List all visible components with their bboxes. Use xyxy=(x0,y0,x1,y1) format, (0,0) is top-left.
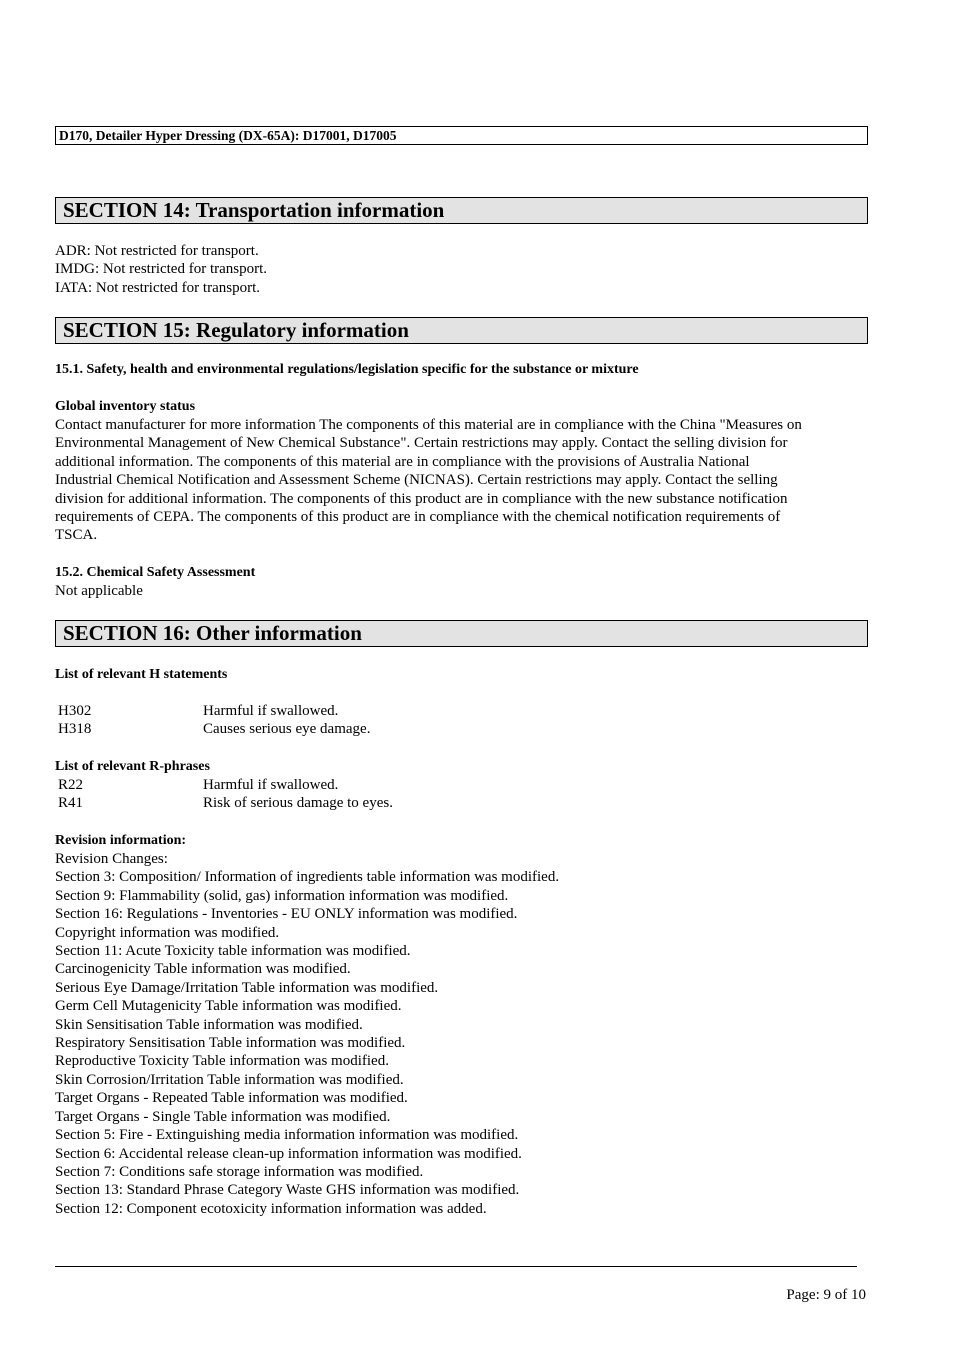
revision-line: Revision Changes: xyxy=(55,851,168,867)
revision-line: Section 11: Acute Toxicity table information was modified. xyxy=(55,943,411,960)
inventory-line: requirements of CEPA. The components of this product are in compliance with the chemical notification requirements of xyxy=(55,509,781,526)
h-statement-row xyxy=(55,702,555,720)
revision-line: Target Organs - Single Table information was modified. xyxy=(55,1108,391,1125)
revision-heading: Revision information: xyxy=(55,833,187,848)
h-text: Harmful if swallowed. xyxy=(203,703,339,719)
revision-line: Target Organs - Repeated Table information was modified. xyxy=(55,1090,408,1107)
revision-line: Reproductive Toxicity Table information was modified. xyxy=(55,1053,389,1070)
h-statements-table xyxy=(55,702,555,739)
revision-line: Section 16: Regulations - Inventories - EU ONLY information was modified. xyxy=(55,906,518,923)
revision-line: Section 7: Conditions safe storage information was modified. xyxy=(55,1163,424,1180)
subheading-15-2: 15.2. Chemical Safety Assessment xyxy=(55,565,256,580)
r-code: R41 xyxy=(58,795,84,812)
inventory-line: Environmental Management of New Chemical Substance". Certain restrictions may apply. Contact the selling division for xyxy=(55,435,788,452)
inventory-line: division for additional information. The components of this product are in compliance with the new substance notification xyxy=(55,490,788,507)
revision-line: Carcinogenicity Table information was modified. xyxy=(55,961,351,978)
revision-line: Respiratory Sensitisation Table information was modified. xyxy=(55,1035,406,1052)
h-statement-row xyxy=(55,720,555,738)
transport-adr: ADR: Not restricted for transport. xyxy=(55,243,259,259)
h-code: H302 xyxy=(58,703,92,719)
section-16-title: SECTION 16: Other information xyxy=(55,620,868,647)
r-phrase-row xyxy=(55,794,555,812)
revision-line: Germ Cell Mutagenicity Table information was modified. xyxy=(55,998,402,1015)
r-text: Harmful if swallowed. xyxy=(203,777,339,793)
r-phrases-table xyxy=(55,776,555,813)
section-14-body xyxy=(55,242,267,297)
footer-divider xyxy=(55,1266,857,1267)
inventory-line: additional information. The components of this material are in compliance with the provisions of Australia National xyxy=(55,453,750,470)
r-phrases-heading: List of relevant R-phrases xyxy=(55,759,210,774)
revision-line: Section 12: Component ecotoxicity information information was added. xyxy=(55,1200,487,1217)
revision-line: Serious Eye Damage/Irritation Table information was modified. xyxy=(55,979,439,996)
r-phrase-row xyxy=(55,776,555,794)
inventory-line: TSCA. xyxy=(55,527,98,544)
inventory-line: Contact manufacturer for more information The components of this material are in compliance with the China "Measures on xyxy=(55,417,802,433)
r-code: R22 xyxy=(58,777,84,793)
revision-line: Section 3: Composition/ Information of ingredients table information was modified. xyxy=(55,869,560,886)
page-number: Page: 9 of 10 xyxy=(786,1287,866,1303)
h-text: Causes serious eye damage. xyxy=(203,721,371,738)
h-code: H318 xyxy=(58,721,92,738)
inventory-heading: Global inventory status xyxy=(55,399,196,414)
transport-iata: IATA: Not restricted for transport. xyxy=(55,279,260,296)
section-15-title: SECTION 15: Regulatory information xyxy=(55,317,868,344)
inventory-paragraph xyxy=(55,416,865,545)
assessment-value: Not applicable xyxy=(55,583,143,599)
revision-list xyxy=(55,850,559,1218)
revision-line: Section 5: Fire - Extinguishing media information information was modified. xyxy=(55,1127,519,1144)
revision-line: Skin Sensitisation Table information was modified. xyxy=(55,1016,363,1033)
revision-line: Section 9: Flammability (solid, gas) information information was modified. xyxy=(55,887,509,904)
subheading-15-1: 15.1. Safety, health and environmental regulations/legislation specific for the substance or mixture xyxy=(55,362,639,377)
section-14-title: SECTION 14: Transportation information xyxy=(55,197,868,224)
transport-imdg: IMDG: Not restricted for transport. xyxy=(55,261,268,278)
revision-line: Skin Corrosion/Irritation Table information was modified. xyxy=(55,1071,404,1088)
revision-line: Section 6: Accidental release clean-up information information was modified. xyxy=(55,1145,522,1162)
document-header: D170, Detailer Hyper Dressing (DX-65A): D17001, D17005 xyxy=(55,126,868,145)
revision-line: Section 13: Standard Phrase Category Waste GHS information was modified. xyxy=(55,1182,520,1199)
revision-line: Copyright information was modified. xyxy=(55,924,280,941)
inventory-line: Industrial Chemical Notification and Assessment Scheme (NICNAS). Certain restrictions may apply. Contact the selling xyxy=(55,472,778,489)
h-statements-heading: List of relevant H statements xyxy=(55,667,228,682)
r-text: Risk of serious damage to eyes. xyxy=(203,795,393,812)
